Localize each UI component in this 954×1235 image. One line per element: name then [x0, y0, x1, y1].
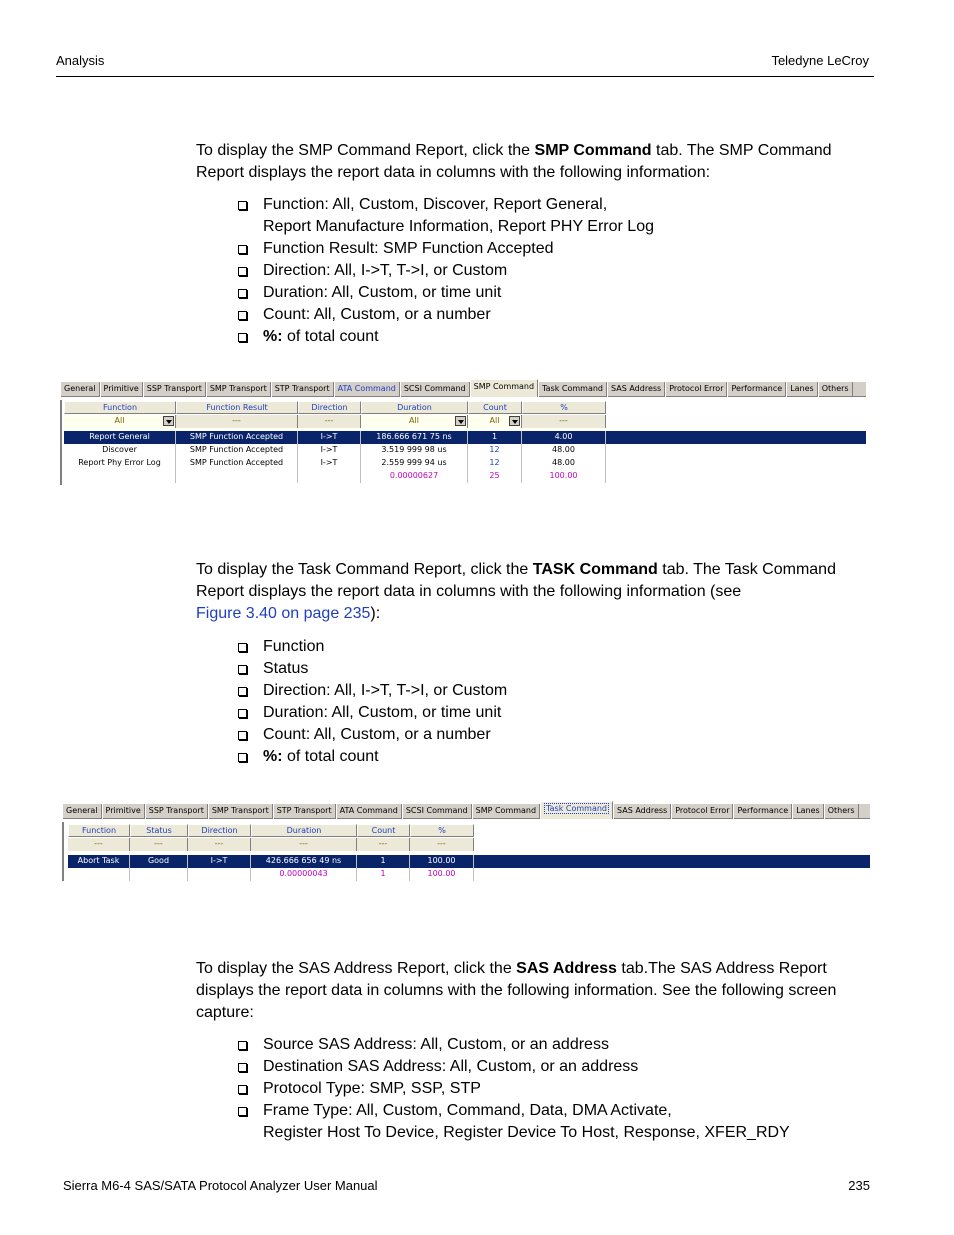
bullet-text: Frame Type: All, Custom, Command, Data, DMA Activate, [263, 1102, 672, 1119]
list-item [238, 260, 654, 282]
bullet-text: Duration: All, Custom, or time unit [263, 284, 502, 301]
tab-general[interactable]: General [62, 804, 102, 819]
bullet-text-continued: Register Host To Device, Register Device To Host, Response, XFER_RDY [263, 1124, 790, 1141]
total-count: 1 [357, 868, 410, 881]
tab-ata-command[interactable]: ATA Command [336, 804, 402, 819]
cell-percent: 48.00 [522, 457, 606, 470]
cell-function-result: SMP Function Accepted [176, 457, 298, 470]
cell-percent: 100.00 [410, 855, 474, 868]
column-header-function[interactable]: Function [68, 824, 130, 837]
tab-ssp-transport[interactable]: SSP Transport [143, 382, 206, 397]
list-item [238, 680, 507, 702]
header-rule [56, 76, 874, 77]
grid-header-row [64, 401, 866, 414]
total-function-result [176, 470, 298, 483]
bullet-text-continued: Report Manufacture Information, Report PHY Error Log [263, 218, 654, 235]
tab-performance[interactable]: Performance [727, 382, 786, 397]
total-count: 25 [468, 470, 522, 483]
column-header-duration[interactable]: Duration [251, 824, 357, 837]
table-row[interactable] [68, 855, 870, 868]
cell-duration: 3.519 999 98 us [361, 444, 468, 457]
checkbox-bullet-icon [238, 333, 247, 342]
cell-count: 12 [468, 457, 522, 470]
totals-row [68, 868, 870, 881]
cell-function: Report General [64, 431, 176, 444]
tab-smp-command[interactable]: SMP Command [470, 379, 538, 397]
tab-label: Task Command [546, 804, 608, 813]
report-tab-strip [60, 382, 866, 397]
column-header-duration[interactable]: Duration [361, 401, 468, 414]
function-result-filter: --- [176, 415, 298, 428]
direction-filter: --- [188, 838, 251, 851]
smp-intro-text: To display the SMP Command Report, click the [196, 142, 535, 159]
cell-direction: I->T [298, 431, 361, 444]
tab-smp-transport[interactable]: SMP Transport [206, 382, 271, 397]
list-item [238, 194, 654, 238]
tab-general[interactable]: General [60, 382, 100, 397]
list-item [238, 636, 507, 658]
sas-bullet-list [238, 1034, 790, 1144]
task-intro-text-end: ): [370, 605, 381, 622]
bullet-text: Duration: All, Custom, or time unit [263, 704, 502, 721]
cell-count: 12 [468, 444, 522, 457]
task-bullet-list [238, 636, 507, 768]
table-row[interactable] [64, 444, 866, 457]
cell-function-result: SMP Function Accepted [176, 444, 298, 457]
column-header-function[interactable]: Function [64, 401, 176, 414]
list-item [238, 282, 654, 304]
grid-header-row [68, 824, 870, 837]
bullet-bold-label: %: [263, 748, 283, 765]
row-fill [474, 855, 870, 868]
column-header-percent[interactable]: % [410, 824, 474, 837]
list-item [238, 304, 654, 326]
total-function [68, 868, 130, 881]
cell-duration: 2.559 999 94 us [361, 457, 468, 470]
sas-intro-text-end: tab.The SAS Address Report displays the report data in columns with the following information. See the following screen capture: [196, 960, 837, 1021]
checkbox-bullet-icon [238, 687, 247, 696]
smp-command-report-screenshot [60, 382, 866, 485]
cell-percent: 48.00 [522, 444, 606, 457]
sas-intro-paragraph [196, 958, 876, 1024]
cell-duration: 426.666 656 49 ns [251, 855, 357, 868]
cell-count: 1 [357, 855, 410, 868]
dropdown-arrow-icon[interactable] [163, 416, 174, 426]
tab-ssp-transport[interactable]: SSP Transport [145, 804, 208, 819]
tab-stp-transport[interactable]: STP Transport [273, 804, 336, 819]
grid-filter-row [64, 415, 866, 428]
filter-value: All [114, 416, 125, 425]
tab-scsi-command[interactable]: SCSI Command [400, 382, 470, 397]
smp-report-grid [60, 400, 866, 485]
total-direction [298, 470, 361, 483]
task-intro-text-mid: tab. The Task Command Report displays the report data in columns with the following information (see [196, 561, 836, 600]
bullet-bold-label: %: [263, 328, 283, 345]
task-command-tab-name: TASK Command [532, 561, 658, 578]
totals-row [64, 470, 866, 483]
cell-function-result: SMP Function Accepted [176, 431, 298, 444]
tab-sas-address[interactable]: SAS Address [613, 804, 671, 819]
footer-page-number: 235 [848, 1178, 870, 1193]
column-header-percent[interactable]: % [522, 401, 606, 414]
total-percent: 100.00 [410, 868, 474, 881]
smp-intro-paragraph [196, 140, 876, 184]
list-item [238, 238, 654, 260]
checkbox-bullet-icon [238, 201, 247, 210]
row-fill [606, 431, 866, 444]
tab-scsi-command[interactable]: SCSI Command [402, 804, 472, 819]
tab-primitive[interactable]: Primitive [100, 382, 143, 397]
bullet-text: Destination SAS Address: All, Custom, or an address [263, 1058, 639, 1075]
list-item [238, 702, 507, 724]
total-direction [188, 868, 251, 881]
column-header-count[interactable]: Count [357, 824, 410, 837]
cell-function: Abort Task [68, 855, 130, 868]
sas-address-tab-name: SAS Address [516, 960, 617, 977]
tab-task-command[interactable] [540, 801, 613, 819]
cell-function: Report Phy Error Log [64, 457, 176, 470]
list-item [238, 1100, 790, 1144]
bullet-text: Function: All, Custom, Discover, Report General, [263, 196, 608, 213]
tab-ata-command[interactable]: ATA Command [334, 382, 400, 397]
filter-value: All [489, 416, 500, 425]
smp-command-tab-name: SMP Command [534, 142, 652, 159]
cell-direction: I->T [298, 457, 361, 470]
tab-stp-transport[interactable]: STP Transport [271, 382, 334, 397]
checkbox-bullet-icon [238, 1107, 247, 1116]
bullet-text: Count: All, Custom, or a number [263, 306, 491, 323]
task-report-grid [62, 822, 870, 881]
task-intro-paragraph [196, 559, 876, 625]
running-header-section: Analysis [56, 53, 105, 68]
tab-performance[interactable]: Performance [733, 804, 792, 819]
tab-lanes[interactable]: Lanes [792, 804, 824, 819]
list-item [238, 1056, 790, 1078]
bullet-text: Direction: All, I->T, T->I, or Custom [263, 262, 508, 279]
checkbox-bullet-icon [238, 245, 247, 254]
cell-function: Discover [64, 444, 176, 457]
list-item [238, 326, 654, 348]
checkbox-bullet-icon [238, 665, 247, 674]
checkbox-bullet-icon [238, 1041, 247, 1050]
task-intro-text: To display the Task Command Report, click the [196, 561, 533, 578]
checkbox-bullet-icon [238, 643, 247, 652]
list-item [238, 1078, 790, 1100]
task-command-report-screenshot [62, 804, 870, 881]
bullet-text: Function [263, 638, 325, 655]
column-header-direction[interactable]: Direction [188, 824, 251, 837]
total-duration: 0.00000627 [361, 470, 468, 483]
cell-percent: 4.00 [522, 431, 606, 444]
duration-filter-dropdown[interactable] [361, 415, 468, 428]
bullet-text: of total count [282, 328, 379, 345]
footer-manual-title: Sierra M6-4 SAS/SATA Protocol Analyzer User Manual [63, 1178, 378, 1193]
list-item [238, 1034, 790, 1056]
total-function [64, 470, 176, 483]
percent-filter: --- [410, 838, 474, 851]
checkbox-bullet-icon [238, 709, 247, 718]
checkbox-bullet-icon [238, 1063, 247, 1072]
tab-smp-transport[interactable]: SMP Transport [208, 804, 273, 819]
table-row[interactable] [64, 431, 866, 444]
column-header-direction[interactable]: Direction [298, 401, 361, 414]
cell-status: Good [130, 855, 188, 868]
cell-count: 1 [468, 431, 522, 444]
checkbox-bullet-icon [238, 289, 247, 298]
checkbox-bullet-icon [238, 267, 247, 276]
sas-intro-text: To display the SAS Address Report, click the [196, 960, 517, 977]
column-header-status[interactable]: Status [130, 824, 188, 837]
percent-filter: --- [522, 415, 606, 428]
column-header-function-result[interactable]: Function Result [176, 401, 298, 414]
cell-duration: 186.666 671 75 ns [361, 431, 468, 444]
tab-others[interactable]: Others [824, 804, 859, 819]
bullet-text: Function Result: SMP Function Accepted [263, 240, 554, 257]
checkbox-bullet-icon [238, 1085, 247, 1094]
bullet-text: Source SAS Address: All, Custom, or an address [263, 1036, 609, 1053]
table-row[interactable] [64, 457, 866, 470]
figure-cross-reference-link[interactable]: Figure 3.40 on page 235 [196, 605, 371, 622]
dropdown-arrow-icon[interactable] [509, 416, 520, 426]
status-filter: --- [130, 838, 188, 851]
smp-bullet-list [238, 194, 654, 348]
tab-protocol-error[interactable]: Protocol Error [671, 804, 733, 819]
tab-primitive[interactable]: Primitive [102, 804, 145, 819]
total-status [130, 868, 188, 881]
filter-value: All [409, 416, 419, 425]
bullet-text: Count: All, Custom, or a number [263, 726, 491, 743]
running-header-company: Teledyne LeCroy [771, 53, 869, 68]
tab-protocol-error[interactable]: Protocol Error [665, 382, 727, 397]
direction-filter: --- [298, 415, 361, 428]
column-header-count[interactable]: Count [468, 401, 522, 414]
count-filter-dropdown[interactable] [468, 415, 522, 428]
cell-direction: I->T [298, 444, 361, 457]
checkbox-bullet-icon [238, 731, 247, 740]
grid-filter-row [68, 838, 870, 851]
checkbox-bullet-icon [238, 753, 247, 762]
function-filter: --- [68, 838, 130, 851]
tab-task-command[interactable]: Task Command [538, 382, 607, 397]
dropdown-arrow-icon[interactable] [455, 416, 466, 426]
cell-direction: I->T [188, 855, 251, 868]
function-filter-dropdown[interactable] [64, 415, 176, 428]
total-percent: 100.00 [522, 470, 606, 483]
list-item [238, 746, 507, 768]
bullet-text: Direction: All, I->T, T->I, or Custom [263, 682, 508, 699]
bullet-text: Protocol Type: SMP, SSP, STP [263, 1080, 481, 1097]
bullet-text: of total count [282, 748, 379, 765]
tab-sas-address[interactable]: SAS Address [607, 382, 665, 397]
count-filter: --- [357, 838, 410, 851]
total-duration: 0.00000043 [251, 868, 357, 881]
duration-filter: --- [251, 838, 357, 851]
tab-lanes[interactable]: Lanes [786, 382, 818, 397]
tab-smp-command[interactable]: SMP Command [472, 804, 540, 819]
smp-intro-text-end: tab. The SMP Command Report displays the report data in columns with the following information: [196, 142, 832, 181]
list-item [238, 658, 507, 680]
list-item [238, 724, 507, 746]
tab-others[interactable]: Others [818, 382, 853, 397]
bullet-text: Status [263, 660, 309, 677]
checkbox-bullet-icon [238, 311, 247, 320]
report-tab-strip [62, 804, 870, 819]
